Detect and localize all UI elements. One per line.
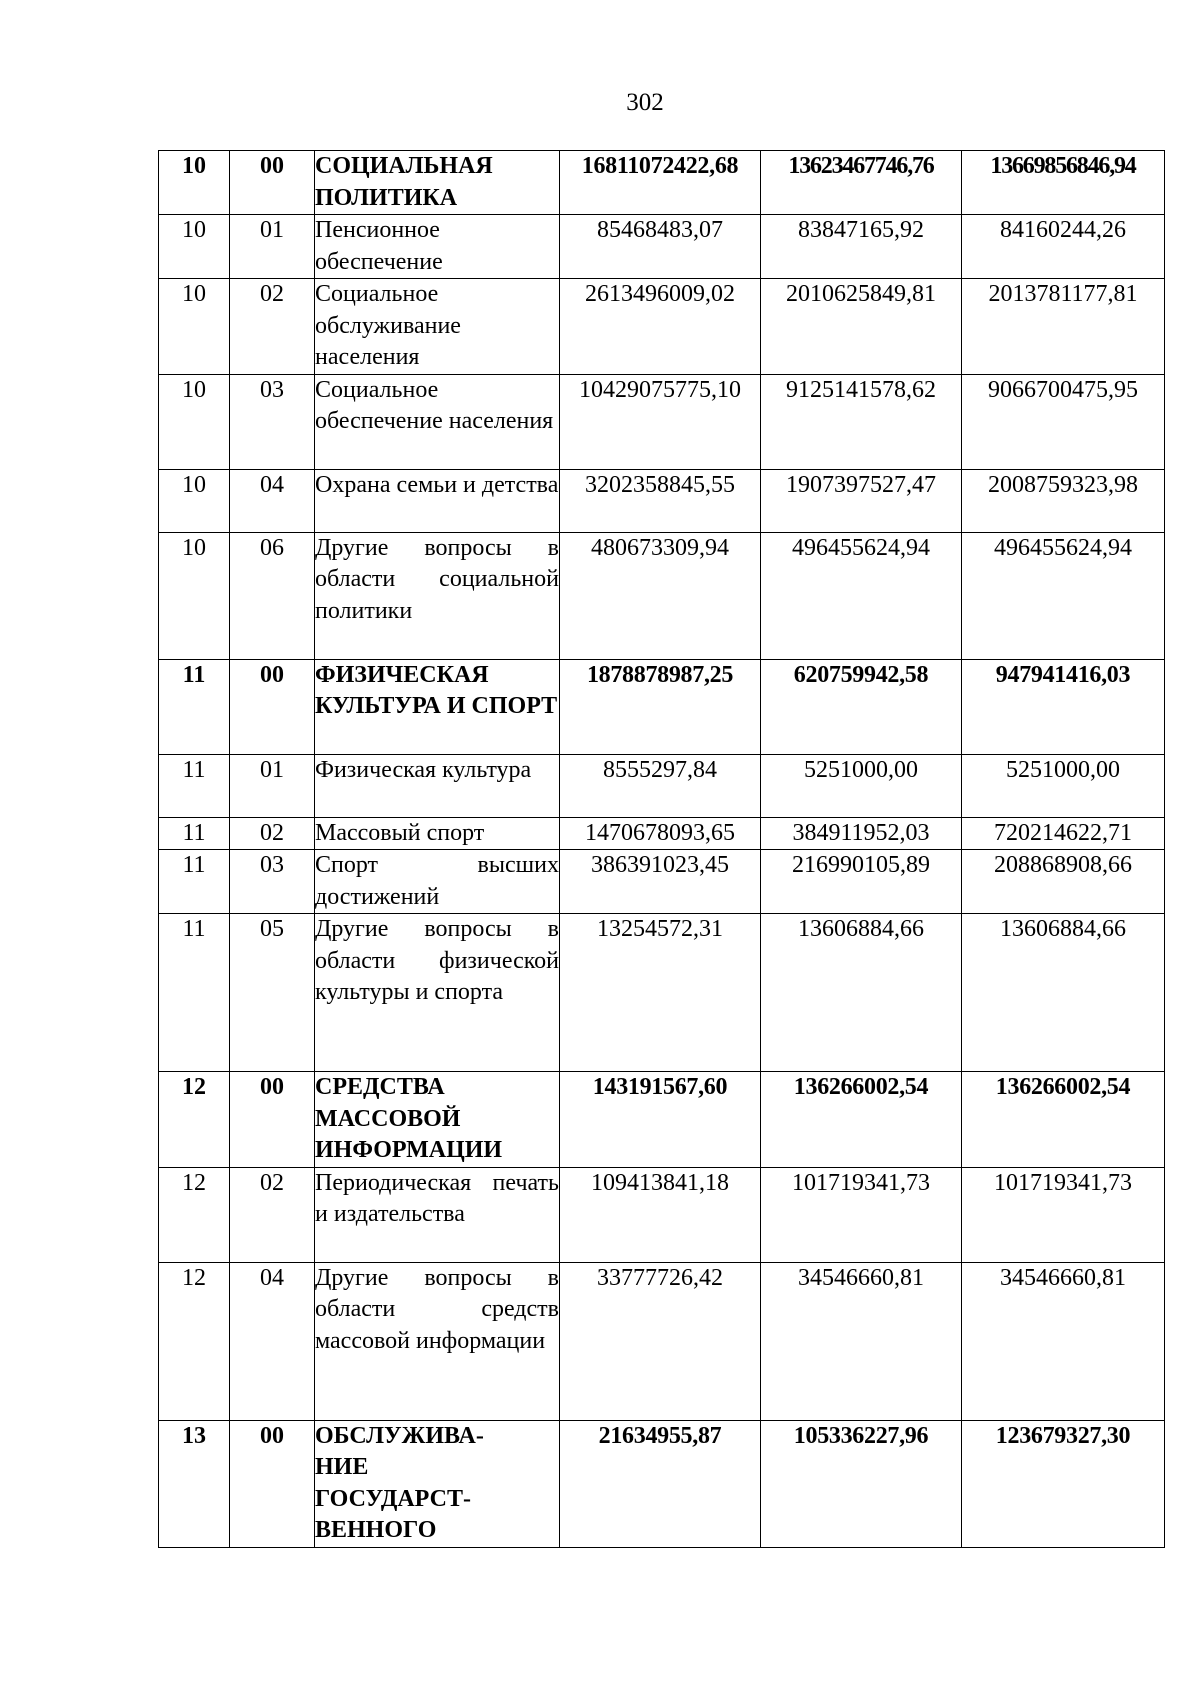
row-name: Периодическая печать и издательства — [315, 1167, 560, 1262]
page-number: 302 — [626, 89, 664, 116]
section-code: 12 — [159, 1167, 230, 1262]
row-name: Физическая культура — [315, 754, 560, 817]
subsection-code: 04 — [230, 1262, 315, 1420]
amount-col-2: 216990105,89 — [761, 850, 962, 914]
row-name: Охрана семьи и детства — [315, 469, 560, 532]
amount-col-1: 3202358845,55 — [560, 469, 761, 532]
amount-col-2: 13623467746,76 — [761, 151, 962, 215]
amount-col-2: 2010625849,81 — [761, 279, 962, 375]
amount-col-1: 10429075775,10 — [560, 374, 761, 469]
table-row — [159, 1420, 1165, 1547]
section-code: 11 — [159, 914, 230, 1072]
section-code: 11 — [159, 659, 230, 754]
table-row — [159, 279, 1165, 375]
subsection-code: 00 — [230, 1420, 315, 1547]
row-name: СРЕДСТВА МАССОВОЙ ИНФОРМАЦИИ — [315, 1072, 560, 1168]
table-row — [159, 374, 1165, 469]
amount-col-1: 1878878987,25 — [560, 659, 761, 754]
amount-col-1: 13254572,31 — [560, 914, 761, 1072]
row-name: Массовый спорт — [315, 817, 560, 850]
section-code: 10 — [159, 215, 230, 279]
amount-col-2: 496455624,94 — [761, 532, 962, 659]
subsection-code: 01 — [230, 215, 315, 279]
subsection-code: 05 — [230, 914, 315, 1072]
section-code: 10 — [159, 151, 230, 215]
section-code: 10 — [159, 469, 230, 532]
amount-col-3: 101719341,73 — [962, 1167, 1165, 1262]
amount-col-1: 109413841,18 — [560, 1167, 761, 1262]
amount-col-3: 720214622,71 — [962, 817, 1165, 850]
amount-col-3: 2013781177,81 — [962, 279, 1165, 375]
section-code: 11 — [159, 754, 230, 817]
section-code: 11 — [159, 817, 230, 850]
amount-col-2: 5251000,00 — [761, 754, 962, 817]
row-name: Другие вопросы в области средств массовой информации — [315, 1262, 560, 1420]
amount-col-2: 13606884,66 — [761, 914, 962, 1072]
amount-col-3: 947941416,03 — [962, 659, 1165, 754]
amount-col-2: 83847165,92 — [761, 215, 962, 279]
section-code: 12 — [159, 1262, 230, 1420]
amount-col-2: 9125141578,62 — [761, 374, 962, 469]
subsection-code: 03 — [230, 850, 315, 914]
table-row — [159, 914, 1165, 1072]
subsection-code: 00 — [230, 659, 315, 754]
amount-col-2: 384911952,03 — [761, 817, 962, 850]
amount-col-1: 386391023,45 — [560, 850, 761, 914]
subsection-code: 03 — [230, 374, 315, 469]
amount-col-1: 8555297,84 — [560, 754, 761, 817]
amount-col-2: 101719341,73 — [761, 1167, 962, 1262]
row-name: Другие вопросы в области физической культуры и спорта — [315, 914, 560, 1072]
amount-col-1: 21634955,87 — [560, 1420, 761, 1547]
subsection-code: 01 — [230, 754, 315, 817]
row-name: Социальное обеспечение населения — [315, 374, 560, 469]
row-name: Другие вопросы в области социальной политики — [315, 532, 560, 659]
subsection-code: 00 — [230, 1072, 315, 1168]
table-row — [159, 817, 1165, 850]
table-row — [159, 659, 1165, 754]
row-name: Социальное обслуживание населения — [315, 279, 560, 375]
amount-col-3: 34546660,81 — [962, 1262, 1165, 1420]
section-code: 12 — [159, 1072, 230, 1168]
amount-col-3: 123679327,30 — [962, 1420, 1165, 1547]
amount-col-1: 2613496009,02 — [560, 279, 761, 375]
amount-col-3: 9066700475,95 — [962, 374, 1165, 469]
amount-col-3: 84160244,26 — [962, 215, 1165, 279]
amount-col-3: 496455624,94 — [962, 532, 1165, 659]
budget-table-body — [159, 151, 1165, 1548]
table-row — [159, 215, 1165, 279]
amount-col-3: 13606884,66 — [962, 914, 1165, 1072]
amount-col-3: 208868908,66 — [962, 850, 1165, 914]
amount-col-1: 33777726,42 — [560, 1262, 761, 1420]
amount-col-1: 16811072422,68 — [560, 151, 761, 215]
amount-col-2: 620759942,58 — [761, 659, 962, 754]
row-name: Пенсионное обеспечение — [315, 215, 560, 279]
table-row — [159, 151, 1165, 215]
subsection-code: 02 — [230, 1167, 315, 1262]
subsection-code: 04 — [230, 469, 315, 532]
subsection-code: 06 — [230, 532, 315, 659]
budget-table — [158, 150, 1165, 1548]
section-code: 11 — [159, 850, 230, 914]
subsection-code: 02 — [230, 279, 315, 375]
amount-col-1: 85468483,07 — [560, 215, 761, 279]
amount-col-1: 480673309,94 — [560, 532, 761, 659]
section-code: 10 — [159, 279, 230, 375]
row-name: СОЦИАЛЬНАЯ ПОЛИТИКА — [315, 151, 560, 215]
amount-col-3: 136266002,54 — [962, 1072, 1165, 1168]
amount-col-2: 105336227,96 — [761, 1420, 962, 1547]
subsection-code: 02 — [230, 817, 315, 850]
table-row — [159, 754, 1165, 817]
amount-col-1: 1470678093,65 — [560, 817, 761, 850]
subsection-code: 00 — [230, 151, 315, 215]
row-name: ФИЗИЧЕСКАЯ КУЛЬТУРА И СПОРТ — [315, 659, 560, 754]
table-row — [159, 1072, 1165, 1168]
amount-col-3: 5251000,00 — [962, 754, 1165, 817]
amount-col-3: 2008759323,98 — [962, 469, 1165, 532]
amount-col-2: 136266002,54 — [761, 1072, 962, 1168]
table-row — [159, 469, 1165, 532]
section-code: 10 — [159, 532, 230, 659]
section-code: 13 — [159, 1420, 230, 1547]
amount-col-3: 13669856846,94 — [962, 151, 1165, 215]
amount-col-2: 34546660,81 — [761, 1262, 962, 1420]
row-name: Спорт высших достижений — [315, 850, 560, 914]
table-row — [159, 532, 1165, 659]
row-name: ОБСЛУЖИВА- НИЕ ГОСУДАРСТ- ВЕННОГО — [315, 1420, 560, 1547]
table-row — [159, 1167, 1165, 1262]
table-row — [159, 1262, 1165, 1420]
table-row — [159, 850, 1165, 914]
amount-col-2: 1907397527,47 — [761, 469, 962, 532]
amount-col-1: 143191567,60 — [560, 1072, 761, 1168]
section-code: 10 — [159, 374, 230, 469]
